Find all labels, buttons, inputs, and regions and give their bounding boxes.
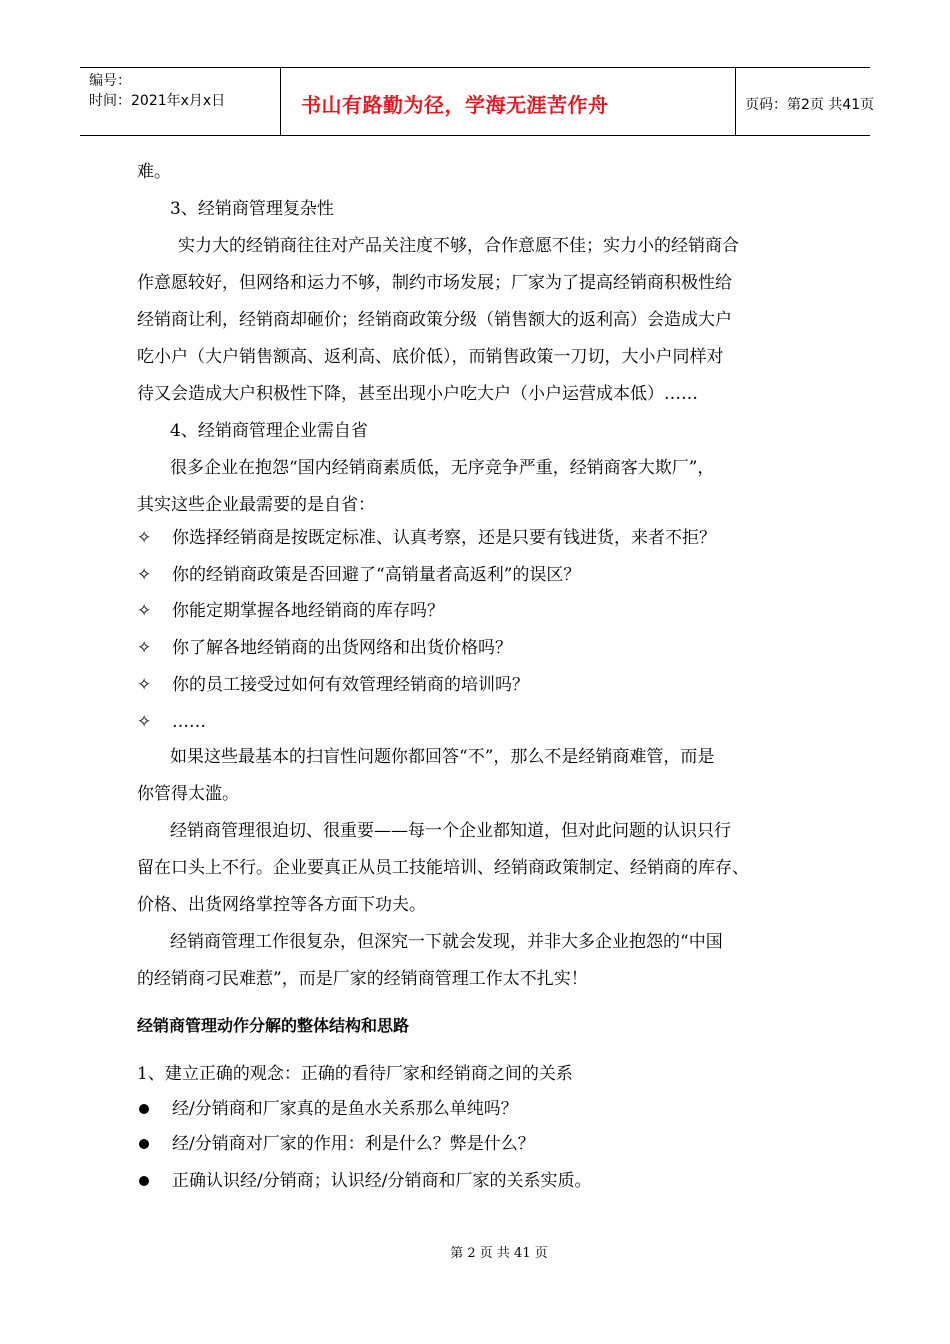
- time-label: 时间：2021年x月x日: [89, 93, 226, 109]
- text-line: 经销商让利，经销商却砸价；经销商政策分级（销售额大的返利高）会造成大户: [137, 310, 732, 330]
- diamond-bullet-icon: ✧: [137, 675, 152, 695]
- text-line: 如果这些最基本的扫盲性问题你都回答“不”，那么不是经销商难管，而是: [170, 747, 715, 767]
- header-page-label: 页码：第2页 共41页: [745, 97, 875, 113]
- dot-item: 经/分销商对厂家的作用：利是什么？弊是什么？: [172, 1134, 535, 1154]
- subheading-4: 4、经销商管理企业需自省: [170, 421, 368, 441]
- question-item: 你的经销商政策是否回避了“高销量者高返利”的误区？: [172, 565, 581, 585]
- dot-bullet-icon: [139, 1104, 149, 1114]
- text-line: 待又会造成大户积极性下降，甚至出现小户吃大户（小户运营成本低）……: [137, 384, 698, 404]
- diamond-bullet-icon: ✧: [137, 565, 152, 585]
- header-motto: 书山有路勤为径，学海无涯苦作舟: [301, 93, 609, 117]
- diamond-bullet-icon: ✧: [137, 528, 152, 548]
- text-line: 经销商管理很迫切、很重要——每一个企业都知道，但对此问题的认识只行: [170, 821, 731, 841]
- text-line: 吃小户（大户销售额高、返利高、底价低），而销售政策一刀切，大小户同样对: [137, 347, 724, 367]
- serial-label: 编号：: [89, 73, 131, 89]
- page-footer: 第 2 页 共 41 页: [450, 1246, 548, 1261]
- header-meta-cell: [80, 68, 281, 135]
- header-page-cell: [736, 68, 875, 135]
- question-item: 你选择经销商是按既定标准、认真考察，还是只要有钱进货，来者不拒？: [172, 528, 716, 548]
- section-heading: 经销商管理动作分解的整体结构和思路: [137, 1016, 410, 1035]
- diamond-bullet-icon: ✧: [137, 712, 152, 732]
- section-item: 1、建立正确的观念：正确的看待厂家和经销商之间的关系: [137, 1064, 573, 1084]
- dot-bullet-icon: [139, 1176, 149, 1186]
- dot-item: 正确认识经/分销商；认识经/分销商和厂家的关系实质。: [172, 1171, 592, 1191]
- question-item: ……: [172, 712, 206, 732]
- subheading-3: 3、经销商管理复杂性: [170, 199, 334, 219]
- text-line: 其实这些企业最需要的是自省：: [137, 495, 375, 515]
- header-motto-cell: [281, 68, 736, 135]
- question-item: 你了解各地经销商的出货网络和出货价格吗？: [172, 638, 512, 658]
- text-line: 价格、出货网络掌控等各方面下功夫。: [137, 895, 426, 915]
- text-line: 的经销商刁民难惹”，而是厂家的经销商管理工作太不扎实！: [137, 969, 588, 989]
- dot-item: 经/分销商和厂家真的是鱼水关系那么单纯吗？: [172, 1099, 518, 1119]
- diamond-bullet-icon: ✧: [137, 638, 152, 658]
- text-line: 留在口头上不行。企业要真正从员工技能培训、经销商政策制定、经销商的库存、: [137, 858, 749, 878]
- question-item: 你能定期掌握各地经销商的库存吗？: [172, 601, 444, 621]
- text-line: 作意愿较好，但网络和运力不够，制约市场发展；厂家为了提高经销商积极性给: [137, 273, 732, 293]
- text-line: 难。: [137, 162, 171, 182]
- diamond-bullet-icon: ✧: [137, 601, 152, 621]
- text-line: 实力大的经销商往往对产品关注度不够，合作意愿不佳；实力小的经销商合: [178, 236, 739, 256]
- page-header: [80, 67, 875, 136]
- text-line: 很多企业在抱怨“国内经销商素质低，无序竞争严重，经销商客大欺厂”，: [170, 458, 715, 478]
- text-line: 你管得太滥。: [137, 784, 239, 804]
- question-item: 你的员工接受过如何有效管理经销商的培训吗？: [172, 675, 529, 695]
- dot-bullet-icon: [139, 1139, 149, 1149]
- text-line: 经销商管理工作很复杂，但深究一下就会发现，并非大多企业抱怨的“中国: [170, 932, 723, 952]
